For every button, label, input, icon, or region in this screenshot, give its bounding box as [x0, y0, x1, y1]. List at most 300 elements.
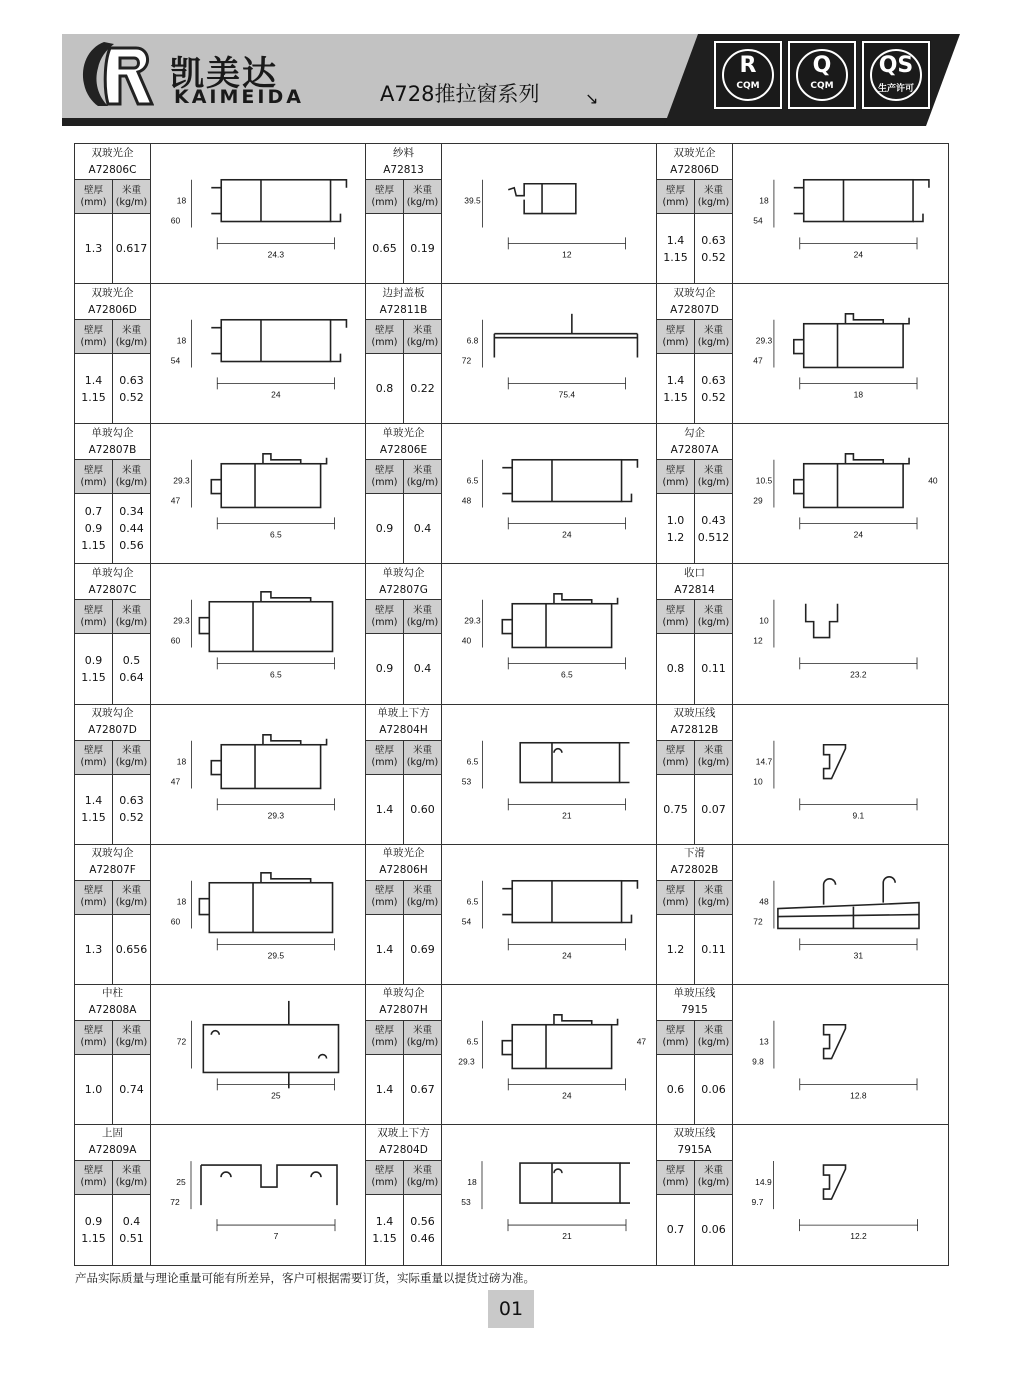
meter-weight-label: 米重	[121, 885, 141, 897]
profile-spec-column	[657, 1125, 733, 1265]
wall-thickness-label: 壁厚	[665, 324, 685, 336]
cross-section-diagram	[151, 1125, 365, 1265]
profile-title	[75, 985, 150, 1020]
wall-thickness-value: 0.8	[375, 382, 394, 396]
meter-weight-label: 米重	[121, 745, 141, 756]
spec-header	[366, 319, 441, 354]
page-header	[62, 34, 960, 126]
meter-weight-unit: (kg/m)	[406, 476, 439, 488]
profile-spec-column	[657, 845, 733, 984]
wall-thickness-label: 壁厚	[374, 324, 394, 336]
profile-section-drawing	[733, 705, 948, 844]
meter-weight-label: 米重	[121, 1165, 141, 1177]
profile-code: A72809A	[88, 1144, 137, 1157]
profile-spec-column	[657, 144, 733, 283]
profile-name: 单玻勾企	[382, 566, 425, 579]
meter-weight-label: 米重	[703, 184, 723, 196]
dimension-label: 29.5	[267, 949, 285, 960]
wall-thickness-value: 1.4	[666, 233, 685, 247]
profile-cell	[75, 1125, 366, 1265]
profile-title	[75, 284, 150, 319]
profile-section-drawing	[733, 845, 948, 984]
dimension-label: 6.5	[270, 669, 282, 680]
wall-thickness-value: 1.3	[84, 942, 103, 956]
wall-thickness-label: 壁厚	[83, 464, 103, 476]
dimension-label: 29.3	[173, 616, 190, 626]
profile-section-drawing	[442, 845, 656, 984]
spec-values	[75, 1055, 150, 1124]
profile-section-drawing	[151, 424, 365, 563]
profile-name: 双玻勾企	[91, 847, 134, 860]
cross-section-diagram	[442, 1125, 656, 1265]
profile-cell	[366, 424, 657, 564]
profile-title	[75, 1125, 150, 1160]
profile-name: 上固	[102, 1127, 123, 1140]
dimension-label: 48	[759, 896, 769, 907]
wall-thickness-label: 壁厚	[83, 324, 103, 336]
profile-name: 下滑	[684, 847, 705, 860]
spec-values	[75, 634, 150, 703]
dimension-label: 54	[753, 215, 763, 226]
profile-title	[366, 424, 441, 459]
profile-cell	[366, 985, 657, 1125]
spec-values	[657, 1195, 732, 1265]
profile-title	[75, 564, 150, 599]
meter-weight-unit: (kg/m)	[406, 196, 439, 208]
profile-spec-column	[366, 705, 442, 844]
meter-weight-unit: (kg/m)	[697, 1177, 730, 1189]
profile-spec-column	[75, 424, 151, 563]
wall-thickness-unit: (mm)	[371, 1177, 398, 1189]
profile-title	[657, 564, 732, 599]
profile-title	[657, 1125, 732, 1160]
profile-name: 单玻勾企	[91, 426, 134, 439]
dimension-label: 6.5	[466, 475, 479, 486]
profile-spec-column	[75, 705, 151, 844]
wall-thickness-unit: (mm)	[371, 336, 398, 348]
dimension-label: 29.3	[173, 475, 190, 486]
profile-code: A72807F	[89, 864, 136, 877]
wall-thickness-value: 0.6	[666, 1082, 685, 1096]
profile-spec-column	[75, 144, 151, 283]
wall-thickness-unit: (mm)	[371, 616, 398, 628]
dimension-label: 10	[753, 776, 763, 786]
wall-thickness-unit: (mm)	[80, 616, 107, 628]
wall-thickness-unit: (mm)	[80, 476, 107, 488]
profile-code: 7915A	[677, 1144, 712, 1157]
meter-weight-value: 0.512	[697, 530, 730, 544]
profile-title	[366, 985, 441, 1020]
profile-title	[657, 144, 732, 179]
profile-code: 7915	[681, 1004, 708, 1017]
wall-thickness-value: 1.4	[375, 942, 394, 956]
wall-thickness-unit: (mm)	[80, 757, 107, 768]
profile-section-drawing	[733, 144, 948, 283]
wall-thickness-value: 0.7	[84, 505, 103, 519]
profile-name: 纱料	[393, 146, 414, 159]
profile-name: 双玻勾企	[91, 707, 134, 719]
spec-values	[366, 775, 441, 844]
wall-thickness-unit: (mm)	[371, 476, 398, 488]
profile-name: 中柱	[102, 987, 123, 1000]
wall-thickness-value: 1.3	[84, 242, 103, 256]
wall-thickness-value: 1.0	[84, 1082, 103, 1096]
meter-weight-value: 0.07	[701, 802, 726, 816]
spec-header	[366, 880, 441, 915]
spec-values	[75, 354, 150, 423]
profile-name: 单玻光企	[382, 847, 425, 860]
spec-values	[366, 494, 441, 563]
wall-thickness-value: 0.9	[375, 662, 394, 676]
spec-values	[657, 1055, 732, 1124]
profile-spec-column	[366, 144, 442, 283]
profile-section-drawing	[151, 985, 365, 1124]
profile-cell	[366, 564, 657, 704]
dimension-label: 24	[853, 249, 864, 260]
profile-cell	[75, 564, 366, 704]
profile-name: 双玻压线	[673, 1127, 716, 1140]
meter-weight-unit: (kg/m)	[115, 1037, 148, 1049]
dimension-label: 60	[170, 635, 181, 646]
profile-cell	[366, 845, 657, 985]
spec-header	[75, 740, 150, 775]
wall-thickness-unit: (mm)	[662, 196, 689, 208]
meter-weight-label: 米重	[412, 745, 432, 756]
qs-production-license-mark-icon: QS 生产许可	[862, 41, 930, 109]
wall-thickness-value: 1.15	[81, 539, 106, 553]
meter-weight-unit: (kg/m)	[406, 616, 439, 628]
profile-cell	[75, 985, 366, 1125]
dimension-label: 12	[562, 249, 572, 260]
dimension-label: 21	[562, 809, 572, 820]
profile-name: 双玻压线	[673, 707, 716, 719]
dimension-label: 18	[176, 896, 187, 907]
spec-header	[657, 319, 732, 354]
cross-section-diagram	[442, 424, 656, 563]
profile-code: A72813	[383, 163, 424, 176]
wall-thickness-value: 1.15	[81, 390, 106, 404]
profile-name: 单玻光企	[382, 426, 425, 439]
meter-weight-value: 0.43	[701, 513, 726, 527]
spec-header	[75, 179, 150, 214]
series-title: A728推拉窗系列	[380, 82, 540, 106]
meter-weight-label: 米重	[703, 1165, 723, 1177]
profile-code: A72806H	[379, 864, 428, 877]
meter-weight-value: 0.56	[119, 539, 144, 553]
spec-header	[657, 740, 732, 775]
profile-code: A72811B	[379, 303, 428, 316]
wall-thickness-label: 壁厚	[83, 745, 103, 756]
dimension-label: 40	[461, 635, 472, 646]
arrow-icon: ↘	[585, 89, 599, 108]
wall-thickness-value: 0.9	[84, 653, 103, 667]
spec-values	[657, 915, 732, 984]
profile-title	[657, 845, 732, 880]
meter-weight-unit: (kg/m)	[406, 757, 439, 768]
dimension-label: 75.4	[558, 389, 576, 400]
spec-header	[75, 1020, 150, 1055]
spec-values	[75, 214, 150, 283]
meter-weight-label: 米重	[121, 1025, 141, 1037]
profile-title	[366, 845, 441, 880]
profile-code: A72804D	[379, 1144, 428, 1157]
meter-weight-unit: (kg/m)	[697, 897, 730, 909]
wall-thickness-unit: (mm)	[371, 1037, 398, 1049]
profile-title	[657, 424, 732, 459]
profile-name: 双玻光企	[673, 146, 716, 159]
cross-section-diagram	[151, 705, 365, 844]
wall-thickness-label: 壁厚	[665, 745, 685, 756]
profile-title	[75, 424, 150, 459]
profile-title	[366, 1125, 441, 1160]
meter-weight-label: 米重	[121, 324, 141, 336]
dimension-label: 18	[176, 195, 187, 206]
brand-english-name: KAIMEIDA	[174, 86, 304, 108]
profile-code: A72802B	[670, 864, 719, 877]
profile-section-drawing	[442, 284, 656, 423]
wall-thickness-value: 1.15	[663, 250, 688, 264]
dimension-label: 18	[176, 335, 187, 346]
spec-header	[75, 1160, 150, 1195]
spec-header	[366, 459, 441, 494]
profile-cell	[657, 985, 948, 1125]
dimension-label: 6.8	[466, 335, 479, 346]
wall-thickness-value: 1.4	[375, 1214, 394, 1228]
dimension-label: 47	[170, 495, 181, 506]
profile-cell	[657, 424, 948, 564]
wall-thickness-value: 0.9	[84, 1214, 103, 1228]
meter-weight-label: 米重	[412, 324, 432, 336]
profile-code: A72806C	[88, 163, 137, 176]
cross-section-diagram	[151, 284, 365, 423]
profile-cell	[366, 144, 657, 284]
meter-weight-label: 米重	[412, 604, 432, 616]
profile-name: 双玻光企	[91, 286, 134, 299]
meter-weight-label: 米重	[121, 604, 141, 616]
dimension-label: 12.8	[850, 1090, 867, 1101]
cross-section-diagram	[733, 144, 948, 283]
wall-thickness-unit: (mm)	[80, 336, 107, 348]
meter-weight-value: 0.63	[119, 794, 144, 808]
profile-name: 双玻上下方	[377, 1127, 430, 1140]
profile-section-drawing	[151, 1125, 365, 1265]
meter-weight-value: 0.46	[410, 1231, 435, 1245]
cross-section-diagram	[733, 985, 948, 1124]
dimension-label: 13	[759, 1036, 769, 1047]
dimension-label: 40	[928, 475, 938, 486]
meter-weight-value: 0.52	[701, 390, 726, 404]
profile-section-drawing	[151, 845, 365, 984]
dimension-label: 29	[753, 495, 763, 506]
profile-name: 双玻勾企	[673, 286, 716, 299]
profile-code: A72806D	[670, 163, 719, 176]
meter-weight-label: 米重	[412, 885, 432, 897]
wall-thickness-value: 1.15	[81, 811, 106, 825]
profile-name: 单玻勾企	[382, 987, 425, 1000]
profile-section-drawing	[151, 284, 365, 423]
wall-thickness-value: 0.8	[666, 662, 685, 676]
cross-section-diagram	[151, 564, 365, 703]
dimension-label: 18	[853, 389, 864, 400]
cross-section-diagram	[151, 424, 365, 563]
wall-thickness-unit: (mm)	[662, 757, 689, 768]
meter-weight-unit: (kg/m)	[697, 196, 730, 208]
spec-header	[75, 880, 150, 915]
spec-header	[366, 1160, 441, 1195]
wall-thickness-label: 壁厚	[665, 184, 685, 196]
r-cqm-certification-mark-icon: R CQM	[714, 41, 782, 109]
profile-title	[366, 144, 441, 179]
meter-weight-label: 米重	[703, 745, 723, 756]
profile-section-drawing	[442, 424, 656, 563]
dimension-label: 29.3	[464, 616, 481, 626]
profile-title	[657, 705, 732, 740]
profile-cell	[75, 284, 366, 424]
wall-thickness-value: 0.9	[375, 522, 394, 536]
profile-spec-column	[366, 284, 442, 423]
page-number: 01	[488, 1290, 534, 1328]
wall-thickness-label: 壁厚	[374, 885, 394, 897]
profile-spec-column	[75, 284, 151, 423]
meter-weight-value: 0.52	[701, 250, 726, 264]
meter-weight-value: 0.06	[701, 1223, 726, 1237]
spec-header	[657, 459, 732, 494]
wall-thickness-unit: (mm)	[662, 476, 689, 488]
meter-weight-value: 0.22	[410, 382, 435, 396]
dimension-label: 24	[562, 1090, 572, 1101]
profile-cell	[366, 705, 657, 845]
dimension-label: 21	[562, 1230, 572, 1241]
spec-values	[75, 775, 150, 844]
profile-name: 双玻光企	[91, 146, 134, 159]
profile-section-drawing	[442, 1125, 656, 1265]
wall-thickness-label: 壁厚	[374, 184, 394, 196]
dimension-label: 29.3	[458, 1056, 475, 1067]
spec-header	[657, 599, 732, 634]
profile-code: A72807B	[88, 443, 137, 456]
meter-weight-label: 米重	[121, 184, 141, 196]
profile-name: 单玻上下方	[377, 707, 430, 719]
spec-header	[75, 319, 150, 354]
profile-code: A72806E	[379, 443, 428, 456]
profile-code: A72814	[674, 583, 715, 596]
cross-section-diagram	[442, 284, 656, 423]
profile-code: A72807G	[379, 583, 428, 596]
spec-values	[75, 915, 150, 984]
profile-code: A72807D	[670, 303, 719, 316]
profile-cell	[657, 845, 948, 985]
dimension-label: 53	[461, 1196, 471, 1207]
wall-thickness-unit: (mm)	[662, 1177, 689, 1189]
meter-weight-unit: (kg/m)	[697, 757, 730, 768]
dimension-label: 14.9	[755, 1176, 772, 1187]
profile-spec-column	[657, 705, 733, 844]
meter-weight-unit: (kg/m)	[406, 1177, 439, 1189]
profile-spec-column	[366, 845, 442, 984]
profile-title	[366, 564, 441, 599]
wall-thickness-label: 壁厚	[83, 1025, 103, 1037]
dimension-label: 6.5	[466, 1036, 479, 1047]
spec-values	[366, 1055, 441, 1124]
profile-code: A72812B	[670, 724, 719, 736]
dimension-label: 72	[461, 355, 472, 366]
dimension-label: 72	[753, 916, 763, 927]
wall-thickness-value: 1.4	[375, 1082, 394, 1096]
dimension-label: 25	[271, 1090, 281, 1101]
meter-weight-value: 0.06	[701, 1082, 726, 1096]
profile-spec-column	[657, 424, 733, 563]
dimension-label: 54	[170, 355, 181, 366]
q-cqm-certification-mark-icon: Q CQM	[788, 41, 856, 109]
spec-values	[366, 214, 441, 283]
profile-section-drawing	[151, 564, 365, 703]
wall-thickness-value: 1.4	[84, 373, 103, 387]
profile-name: 勾企	[684, 426, 705, 439]
meter-weight-label: 米重	[412, 184, 432, 196]
spec-header	[657, 880, 732, 915]
wall-thickness-unit: (mm)	[80, 1177, 107, 1189]
wall-thickness-label: 壁厚	[665, 1025, 685, 1037]
meter-weight-value: 0.34	[119, 505, 144, 519]
wall-thickness-label: 壁厚	[374, 1165, 394, 1177]
profile-section-drawing	[442, 144, 656, 283]
profile-cell	[657, 284, 948, 424]
meter-weight-unit: (kg/m)	[697, 1037, 730, 1049]
cross-section-diagram	[442, 564, 656, 703]
dimension-label: 6.5	[466, 896, 479, 907]
meter-weight-value: 0.656	[115, 942, 148, 956]
wall-thickness-label: 壁厚	[83, 885, 103, 897]
wall-thickness-value: 1.15	[81, 1231, 106, 1245]
profile-name: 单玻压线	[673, 987, 716, 1000]
meter-weight-value: 0.4	[413, 662, 432, 676]
cross-section-diagram	[151, 845, 365, 984]
profile-cell	[657, 1125, 948, 1265]
wall-thickness-value: 1.0	[666, 513, 685, 527]
meter-weight-value: 0.56	[410, 1214, 435, 1228]
wall-thickness-unit: (mm)	[662, 336, 689, 348]
profile-title	[75, 845, 150, 880]
profile-spec-column	[366, 1125, 442, 1265]
spec-values	[366, 915, 441, 984]
weight-disclaimer-note: 产品实际质量与理论重量可能有所差异，客户可根据需要订货，实际重量以提货过磅为准。	[75, 1271, 535, 1285]
dimension-label: 18	[467, 1176, 477, 1187]
wall-thickness-label: 壁厚	[665, 1165, 685, 1177]
profile-spec-column	[366, 985, 442, 1124]
wall-thickness-unit: (mm)	[80, 196, 107, 208]
spec-values	[75, 1195, 150, 1265]
meter-weight-value: 0.60	[410, 802, 435, 816]
meter-weight-label: 米重	[703, 464, 723, 476]
kaimeida-logo-icon	[74, 38, 154, 108]
wall-thickness-value: 0.7	[666, 1223, 685, 1237]
wall-thickness-value: 0.75	[663, 802, 688, 816]
profile-cell	[75, 144, 366, 284]
profile-cell	[75, 705, 366, 845]
dimension-label: 72	[176, 1036, 187, 1047]
meter-weight-unit: (kg/m)	[406, 897, 439, 909]
wall-thickness-unit: (mm)	[80, 897, 107, 909]
meter-weight-value: 0.52	[119, 811, 144, 825]
profile-title	[366, 705, 441, 740]
cross-section-diagram	[733, 424, 948, 563]
dimension-label: 25	[176, 1176, 186, 1187]
meter-weight-unit: (kg/m)	[115, 336, 148, 348]
meter-weight-value: 0.11	[701, 662, 726, 676]
wall-thickness-unit: (mm)	[80, 1037, 107, 1049]
wall-thickness-label: 壁厚	[374, 745, 394, 756]
cross-section-diagram	[442, 985, 656, 1124]
